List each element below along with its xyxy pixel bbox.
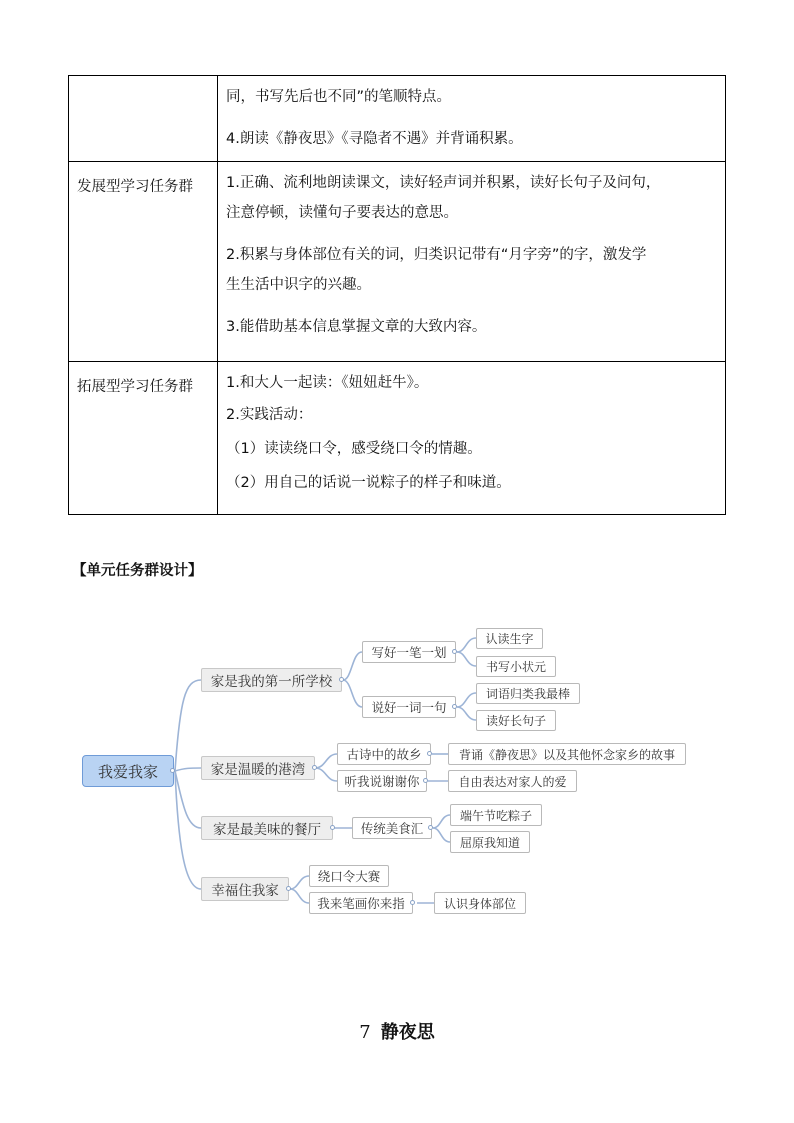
table-row (69, 162, 726, 362)
list-item: （2）用自己的话说一说粽子的样子和味道。 (226, 475, 511, 491)
mindmap-branch-node (201, 877, 289, 901)
node-label: 家是温暖的港湾 (210, 762, 306, 778)
list-item: 注意停顿，读懂句子要表达的意思。 (226, 205, 458, 221)
node-label: 屈原我知道 (459, 835, 520, 850)
node-label: 背诵《静夜思》以及其他怀念家乡的故事 (458, 747, 675, 762)
list-item: （1）读读绕口令，感受绕口令的情趣。 (226, 441, 482, 457)
mindmap-leaf-node (450, 831, 530, 853)
collapse-dot-icon (410, 900, 415, 905)
node-label: 古诗中的故乡 (346, 747, 422, 762)
connector-line (175, 680, 201, 771)
node-label: 听我说谢谢你 (344, 774, 420, 789)
table-content-cell (218, 76, 726, 162)
connector-line (315, 768, 337, 781)
connector-line (457, 693, 476, 707)
list-item: 生生活中识字的兴趣。 (226, 277, 371, 293)
node-label: 词语归类我最棒 (485, 687, 570, 701)
list-item: 3.能借助基本信息掌握文章的大致内容。 (226, 319, 487, 335)
node-label: 读好长句子 (485, 714, 546, 728)
node-label: 认读生字 (485, 632, 534, 646)
node-label: 自由表达对家人的爱 (458, 774, 567, 789)
mindmap-subtopic-node (362, 696, 456, 718)
lesson-number: 7 (359, 1022, 371, 1043)
table-label-cell (69, 162, 218, 362)
collapse-dot-icon (428, 825, 433, 830)
mindmap-leaf-node (476, 683, 580, 704)
connector-line (343, 680, 362, 707)
mindmap-leaf-node (476, 656, 556, 677)
connector-line (175, 771, 201, 828)
mindmap-subtopic-node (352, 817, 432, 839)
mindmap-branch-node (201, 668, 342, 692)
mindmap-subtopic-node (309, 865, 389, 887)
task-group-table (68, 75, 726, 515)
row-label: 拓展型学习任务群 (77, 379, 193, 395)
list-item: 2.积累与身体部位有关的词，归类识记带有“月字旁”的字，激发学 (226, 247, 647, 263)
table-row (69, 76, 726, 162)
mindmap-leaf-node (448, 770, 577, 792)
node-label: 幸福住我家 (211, 883, 279, 899)
mindmap-subtopic-node (309, 892, 413, 914)
mindmap-branch-node (201, 756, 315, 780)
node-label: 书写小状元 (485, 660, 546, 674)
collapse-dot-icon (339, 677, 344, 682)
node-label: 绕口令大赛 (317, 869, 381, 884)
connector-line (457, 652, 476, 666)
collapse-dot-icon (452, 649, 457, 654)
list-item: 1.正确、流利地朗读课文，读好轻声词并积累，读好长句子及问句， (226, 175, 661, 191)
list-item: 同，书写先后也不同”的笔顺特点。 (226, 89, 452, 105)
node-label: 家是我的第一所学校 (210, 674, 333, 690)
row-label: 发展型学习任务群 (77, 179, 193, 195)
node-label: 我爱我家 (97, 762, 158, 781)
collapse-dot-icon (423, 778, 428, 783)
mindmap-root-node (82, 755, 174, 787)
mindmap-subtopic-node (337, 770, 427, 792)
node-label: 我来笔画你来指 (317, 896, 405, 911)
collapse-dot-icon (452, 704, 457, 709)
mindmap-subtopic-node (337, 743, 431, 765)
collapse-dot-icon (170, 768, 175, 773)
node-label: 传统美食汇 (360, 821, 424, 836)
node-label: 端午节吃粽子 (459, 808, 532, 823)
table-content-cell (218, 362, 726, 515)
node-label: 家是最美味的餐厅 (213, 822, 321, 838)
connector-line (175, 771, 201, 889)
list-item: 2.实践活动： (226, 407, 313, 423)
connector-line (315, 754, 337, 768)
mindmap-leaf-node (476, 628, 543, 649)
connector-line (290, 889, 309, 903)
connector-line (457, 707, 476, 720)
mindmap-subtopic-node (362, 641, 456, 663)
node-label: 说好一词一句 (371, 700, 447, 715)
node-label: 认识身体部位 (443, 896, 516, 911)
node-label: 写好一笔一划 (371, 645, 447, 660)
mindmap-leaf-node (434, 892, 526, 914)
collapse-dot-icon (330, 825, 335, 830)
connector-line (457, 638, 476, 652)
connector-line (175, 768, 201, 771)
table-row (69, 362, 726, 515)
table-label-cell (69, 76, 218, 162)
section-heading: 【单元任务群设计】 (72, 563, 203, 579)
table-label-cell (69, 362, 218, 515)
connector-line (290, 876, 309, 889)
list-item: 4.朗读《静夜思》《寻隐者不遇》并背诵积累。 (226, 131, 523, 147)
collapse-dot-icon (312, 765, 317, 770)
connector-line (433, 828, 450, 842)
mindmap-leaf-node (448, 743, 686, 765)
collapse-dot-icon (427, 751, 432, 756)
mindmap-leaf-node (450, 804, 542, 826)
mindmap-leaf-node (476, 710, 556, 731)
mindmap-branch-node (201, 816, 333, 840)
connector-line (343, 652, 362, 680)
lesson-title (0, 1018, 794, 1044)
connector-line (433, 815, 450, 828)
lesson-title-text: 静夜思 (380, 1022, 435, 1043)
collapse-dot-icon (286, 886, 291, 891)
list-item: 1.和大人一起读：《妞妞赶牛》。 (226, 375, 429, 391)
table-content-cell (218, 162, 726, 362)
row-label (69, 76, 217, 90)
